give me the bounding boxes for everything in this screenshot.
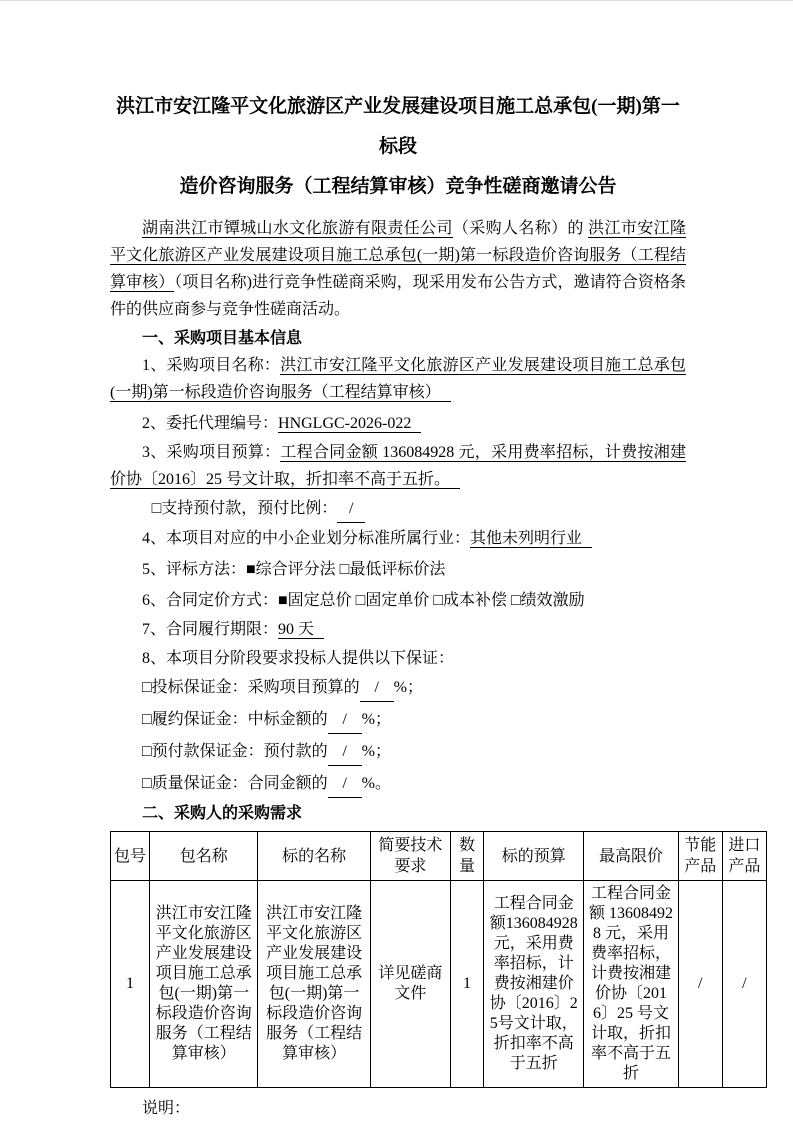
guarantee-bid-suffix: %； [393,679,424,696]
item-prepayment [110,495,686,523]
header-quantity: 数量 [451,832,484,881]
item-agency-number-label: 2、委托代理编号： [142,415,279,432]
guarantee-quality-prefix: □质量保证金：合同金额的 [142,775,328,792]
guarantee-prepayment-blank: / [328,738,362,766]
cell-energy-saving-product: / [678,881,722,1088]
item-project-name-value: 洪江市安江隆平文化旅游区产业发展建设项目施工总承包(一期)第一标段造价咨询服务（工程结算审核） [110,357,686,401]
note-label: 说明： [142,1100,191,1117]
intro-mid-text: （采购人名称）的 [452,220,589,237]
header-imported-product: 进口产品 [722,832,766,881]
header-subject-budget: 标的预算 [484,832,584,881]
cell-package-name: 洪江市安江隆平文化旅游区产业发展建设项目施工总承包(一期)第一标段造价咨询服务（工程结算审核） [150,881,258,1088]
cell-subject-budget: 工程合同金额136084928元，采用费率招标，计费按湘建价协〔2016〕25号文计取，折扣率不高于五折 [484,881,584,1088]
item-contract-period [110,616,686,643]
guarantee-performance-blank: / [328,706,362,734]
item-budget-label: 3、采购项目预算： [142,444,281,461]
header-subject-name: 标的名称 [258,832,370,881]
item-evaluation-method: 5、评标方法：■综合评分法 □最低评标价法 [142,561,446,578]
guarantee-performance [110,706,686,734]
intro-tail-text: （项目名称)进行竞争性磋商采购，现采用发布公告方式，邀请符合资格条件的供应商参与竞争性磋商活动。 [110,274,686,318]
cell-subject-name: 洪江市安江隆平文化旅游区产业发展建设项目施工总承包(一期)第一标段造价咨询服务（工程结算审核） [258,881,370,1088]
item-agency-number-value: HNGLGC-2026-022 [278,415,421,433]
header-package-number: 包号 [111,832,150,881]
item-contract-period-value: 90 天 [278,621,324,639]
cell-imported-product: / [722,881,766,1088]
item-industry-label: 4、本项目对应的中小企业划分标准所属行业： [142,530,471,547]
intro-paragraph [110,215,686,323]
item-budget [110,439,686,493]
item-industry-value: 其他未列明行业 [470,530,592,548]
cell-package-number: 1 [111,881,150,1088]
item-contract-period-label: 7、合同履行期限： [142,621,279,638]
cell-quantity: 1 [451,881,484,1088]
prepayment-checkbox-label: □支持预付款，预付比例： [151,500,338,517]
requirements-table [110,831,767,1088]
item-pricing-method: 6、合同定价方式：■固定总价 □固定单价 □成本补偿 □绩效激励 [142,592,585,609]
prepayment-ratio-blank: / [337,495,365,523]
document-title [110,87,686,207]
header-technical-requirements: 简要技术要求 [370,832,450,881]
guarantee-prepayment-suffix: %； [361,743,392,760]
project-name: 洪江市安江隆平文化旅游区产业发展建设项目施工总承包(一期)第一标段造价咨询服务（工程结算审核） [110,220,686,291]
guarantee-quality-suffix: %。 [361,775,392,792]
guarantee-bid-prefix: □投标保证金：采购项目预算的 [142,679,360,696]
guarantee-prepayment [110,738,686,766]
buyer-name: 湖南洪江市镡城山水文化旅游有限责任公司 [142,220,453,237]
item-project-name-label: 1、采购项目名称： [142,357,281,374]
item-project-name [110,352,686,406]
header-energy-saving-product: 节能产品 [678,832,722,881]
item-budget-value: 工程合同金额 136084928 元，采用费率招标，计费按湘建价协〔2016〕25 号文计取，折扣率不高于五折。 [110,444,686,488]
item-industry [110,525,686,552]
section1-heading: 一、采购项目基本信息 [142,330,303,347]
guarantee-quality [110,770,686,798]
table-header-row [111,832,767,881]
header-max-price: 最高限价 [584,832,678,881]
guarantee-prepayment-prefix: □预付款保证金：预付款的 [142,743,328,760]
cell-technical-requirements: 详见磋商文件 [370,881,450,1088]
item-agency-number [110,410,686,437]
document-title-line2: 造价咨询服务（工程结算审核）竞争性磋商邀请公告 [179,176,617,197]
cell-max-price: 工程合同金额 136084928 元，采用费率招标，计费按湘建价协〔2016〕25 号文计取，折扣率不高于五折 [584,881,678,1088]
guarantee-bid [110,674,686,702]
guarantee-quality-blank: / [328,770,362,798]
header-package-name: 包名称 [150,832,258,881]
document-title-line1: 洪江市安江隆平文化旅游区产业发展建设项目施工总承包(一期)第一标段 [116,96,680,157]
section2-heading: 二、采购人的采购需求 [142,805,303,822]
table-row [111,881,767,1088]
guarantee-bid-blank: / [360,674,394,702]
item-guarantee-intro: 8、本项目分阶段要求投标人提供以下保证： [142,650,455,667]
guarantee-performance-suffix: %； [361,711,392,728]
guarantee-performance-prefix: □履约保证金：中标金额的 [142,711,328,728]
